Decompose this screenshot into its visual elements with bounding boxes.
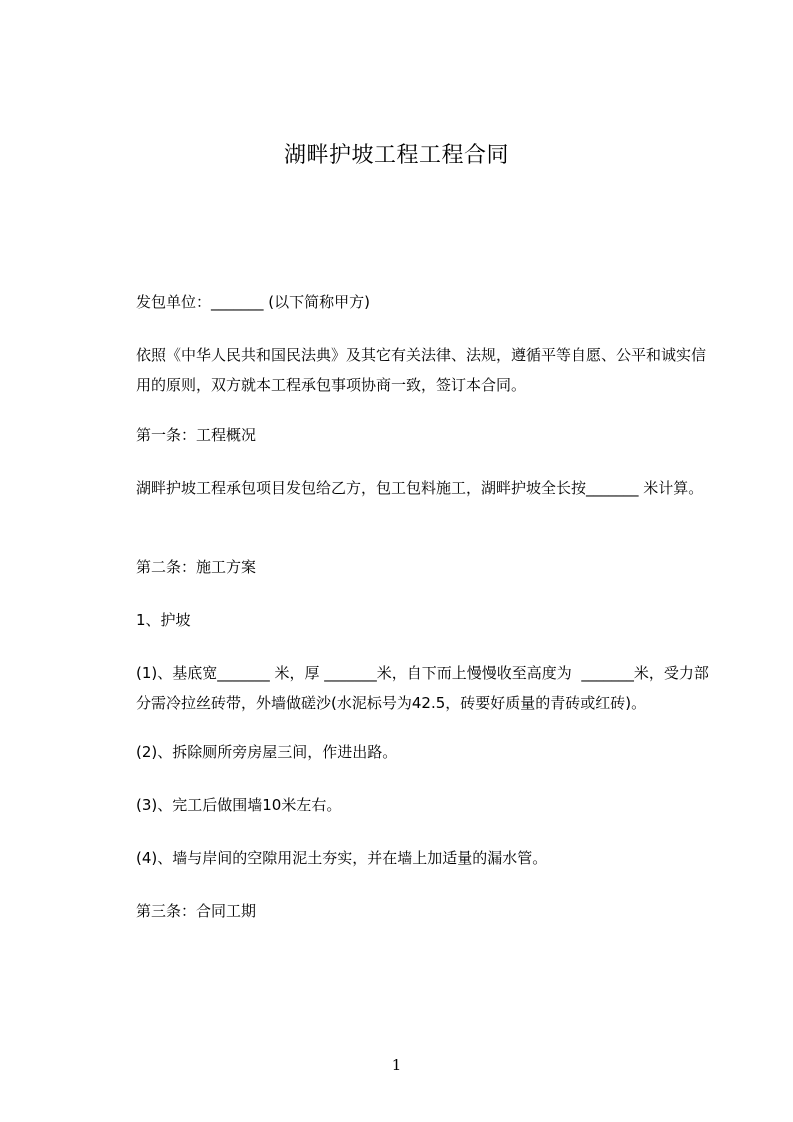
page-number: 1 bbox=[391, 1056, 402, 1074]
preamble-paragraph: 依照《中华人民共和国民法典》及其它有关法律、法规，遵循平等自愿、公平和诚实信用的原则，双方就本工程承包事项协商一致，签订本合同。 bbox=[136, 346, 707, 394]
project-overview-paragraph: 湖畔护坡工程承包项目发包给乙方，包工包料施工，湖畔护坡全长按_______ 米计算。 bbox=[136, 479, 704, 497]
article-2-heading: 第二条：施工方案 bbox=[136, 558, 257, 576]
clause-3-paragraph: (3)、完工后做围墙10米左右。 bbox=[136, 796, 342, 814]
section-slope-protection: 1、护坡 bbox=[136, 611, 191, 629]
article-3-heading: 第三条：合同工期 bbox=[136, 902, 257, 920]
clause-1-paragraph: (1)、基底宽_______ 米，厚 _______米，自下而上慢慢收至高度为 _______米，受力部分需冷拉丝砖带，外墙做磋沙(水泥标号为42.5，砖要好质量的青砖或红砖)。 bbox=[136, 664, 709, 712]
document-title: 湖畔护坡工程工程合同 bbox=[283, 143, 509, 168]
clause-4-paragraph: (4)、墙与岸间的空隙用泥土夯实，并在墙上加适量的漏水管。 bbox=[136, 849, 548, 867]
article-1-heading: 第一条：工程概况 bbox=[136, 426, 257, 444]
clause-2-paragraph: (2)、拆除厕所旁房屋三间，作进出路。 bbox=[136, 743, 398, 761]
employer-line: 发包单位：_______ (以下简称甲方) bbox=[136, 293, 370, 311]
